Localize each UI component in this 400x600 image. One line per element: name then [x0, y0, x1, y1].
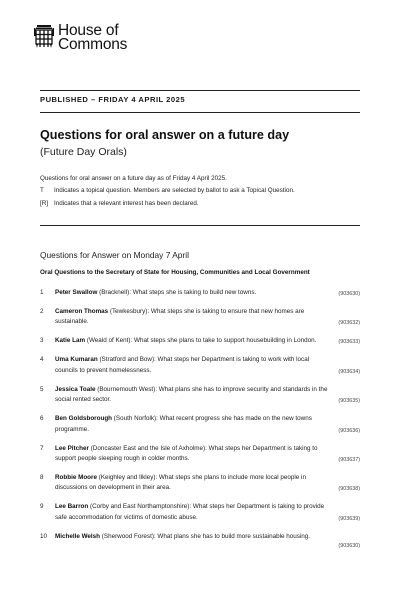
- question-text: What recent progress she has made on the new towns programme.: [55, 415, 312, 433]
- question-reference: (903632): [338, 320, 360, 327]
- legend-item-topical: [40, 187, 295, 194]
- top-divider: [40, 90, 360, 91]
- house-of-commons-logo: [34, 24, 127, 52]
- question-reference: (903634): [338, 368, 360, 375]
- intro-text: Questions for oral answer on a future day as of Friday 4 April 2025.: [40, 175, 227, 182]
- question-number: 7: [40, 444, 44, 452]
- portcullis-icon: [34, 25, 54, 49]
- question-text: What steps her Department is taking to support people sleeping rough in colder months.: [55, 444, 318, 463]
- question-constituency: (Bournemouth West):: [95, 385, 157, 393]
- question-number: 1: [40, 289, 44, 296]
- published-date: PUBLISHED – FRIDAY 4 APRIL 2025: [40, 95, 186, 104]
- question-reference: (903635): [338, 398, 360, 405]
- question-text: What steps her Department is taking to work with local councils to prevent homelessness.: [55, 356, 310, 374]
- question-member: Michelle Welsh: [55, 532, 101, 540]
- question-item: [40, 336, 360, 346]
- question-constituency: (Sherwood Forest):: [100, 532, 156, 540]
- question-number: 4: [40, 356, 44, 364]
- question-text: What plans she has to improve security and standards in the social rented sector.: [55, 385, 328, 404]
- question-text: What steps her Department is taking to provide safe accommodation for victims of domestic abuse.: [55, 503, 325, 521]
- legend-text: Indicates that a relevant interest has been declared.: [54, 200, 199, 207]
- question-reference: (903638): [338, 486, 360, 493]
- question-number: 6: [40, 415, 44, 423]
- question-item: [40, 414, 360, 435]
- question-number: 10: [40, 532, 48, 540]
- logo-wordmark: [58, 24, 127, 52]
- question-number: 5: [40, 385, 44, 393]
- published-divider: [40, 112, 360, 113]
- logo-line-2: Commons: [58, 36, 128, 53]
- legend-key: [R]: [40, 200, 49, 207]
- question-item: [40, 385, 360, 406]
- question-member: Lee Barron: [55, 503, 89, 511]
- legend-key: T: [40, 187, 44, 194]
- section-divider: [40, 225, 360, 226]
- question-number: 8: [40, 474, 44, 482]
- question-number: 9: [40, 503, 44, 511]
- question-member: Lee Pitcher: [55, 444, 89, 452]
- question-member: Uma Kumaran: [55, 356, 98, 364]
- legend-item-interest: [40, 200, 199, 207]
- question-item: [40, 307, 360, 328]
- question-text: What steps she plans to include more local people in discussions on development in their area.: [55, 474, 306, 492]
- question-constituency: (Bracknell):: [97, 289, 131, 296]
- legend-text: Indicates a topical question. Members are selected by ballot to ask a Topical Question.: [54, 187, 295, 194]
- question-reference: (903630): [338, 291, 360, 297]
- question-constituency: (Weald of Kent):: [85, 337, 133, 345]
- question-text: What steps she is taking to build new towns.: [130, 289, 257, 296]
- question-item: [40, 288, 360, 298]
- question-item: [40, 473, 360, 494]
- question-member: Jessica Toale: [55, 385, 96, 393]
- page-subtitle: (Future Day Orals): [40, 146, 127, 158]
- question-text: What steps she is taking to ensure that new homes are sustainable.: [55, 308, 305, 326]
- question-member: Cameron Thomas: [55, 308, 109, 315]
- question-constituency: (Tewkesbury):: [108, 308, 150, 315]
- question-reference: (903636): [338, 427, 360, 434]
- question-constituency: (Doncaster East and the Isle of Axholme):: [88, 444, 207, 452]
- question-reference: (903639): [338, 515, 360, 522]
- questions-list: [40, 288, 360, 551]
- question-item: [40, 355, 360, 376]
- question-number: 3: [40, 337, 44, 345]
- question-number: 2: [40, 308, 44, 315]
- question-member: Katie Lam: [55, 337, 86, 345]
- question-member: Ben Goldsborough: [55, 415, 113, 423]
- question-item: [40, 532, 360, 549]
- question-constituency: (South Norfolk):: [112, 415, 158, 423]
- question-constituency: (Corby and East Northamptonshire):: [88, 503, 192, 511]
- page-title: Questions for oral answer on a future day: [40, 128, 290, 142]
- question-constituency: (Keighley and Ilkley):: [96, 474, 158, 482]
- question-text: What steps she plans to take to support housebuilding in London.: [132, 337, 317, 345]
- department-heading: Oral Questions to the Secretary of State for Housing, Communities and Local Government: [40, 269, 310, 276]
- question-reference: (903633): [338, 339, 360, 346]
- question-item: [40, 444, 360, 465]
- question-constituency: (Stratford and Bow):: [97, 356, 156, 364]
- question-reference: (903637): [338, 457, 360, 464]
- question-item: [40, 502, 360, 523]
- section-heading: Questions for Answer on Monday 7 April: [40, 250, 189, 260]
- question-reference: (903630): [338, 542, 360, 549]
- logo-line-1: House of: [58, 22, 119, 39]
- question-text: What plans she has to build more sustainable housing.: [155, 532, 311, 540]
- question-member: Peter Swallow: [55, 289, 98, 296]
- question-member: Robbie Moore: [55, 474, 97, 482]
